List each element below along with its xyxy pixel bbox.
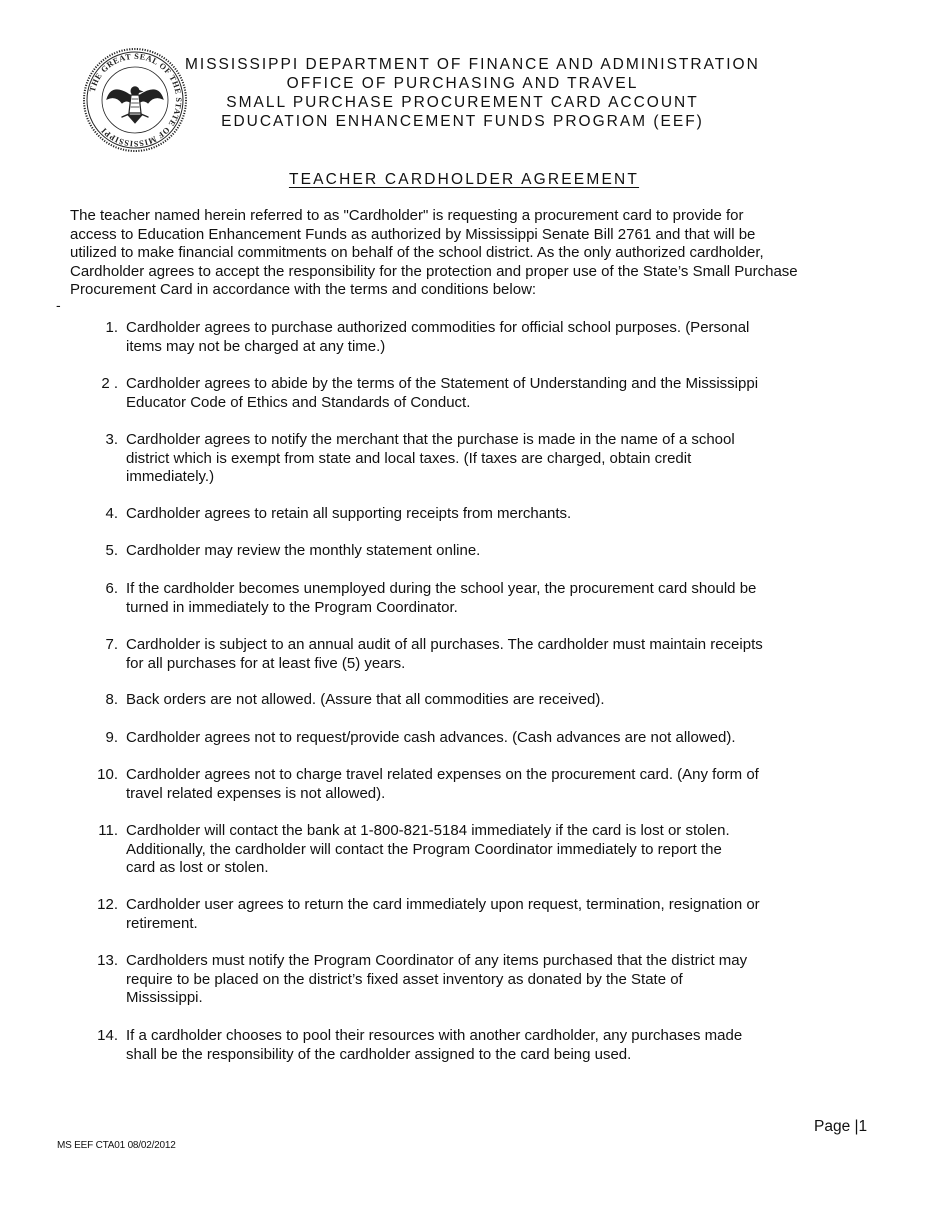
term-line: shall be the responsibility of the cardholder assigned to the card being used.	[126, 1045, 632, 1063]
term-line: for all purchases for at least five (5) years.	[126, 654, 406, 672]
term-line: Cardholder agrees not to request/provide cash advances. (Cash advances are not allowed).	[126, 729, 736, 746]
term-number: 9.	[105, 729, 118, 746]
term-line: require to be placed on the district’s fixed asset inventory as donated by the State of	[126, 970, 683, 988]
term-number: 11.	[98, 822, 118, 839]
term-item-10	[78, 766, 848, 803]
term-line: Cardholder user agrees to return the card immediately upon request, termination, resignation or	[126, 896, 760, 913]
term-line: district which is exempt from state and local taxes. (If taxes are charged, obtain credit	[126, 449, 692, 467]
term-item-2	[78, 375, 848, 412]
term-number: 8.	[105, 691, 118, 708]
agreement-title-container	[0, 171, 928, 189]
term-number: 5.	[105, 542, 118, 559]
term-number: 2 .	[101, 375, 118, 392]
header-program: EDUCATION ENHANCEMENT FUNDS PROGRAM (EEF)	[221, 113, 704, 130]
term-item-13	[78, 952, 848, 1008]
state-seal	[82, 47, 188, 153]
term-item-12	[78, 896, 848, 933]
term-line: Educator Code of Ethics and Standards of Conduct.	[126, 393, 471, 411]
intro-line: Cardholder agrees to accept the responsibility for the protection and proper use of the State’s Small Purchase	[70, 262, 798, 280]
term-item-8	[78, 691, 848, 710]
term-item-1	[78, 319, 848, 356]
term-line: Cardholder agrees not to charge travel related expenses on the procurement card. (Any form of	[126, 766, 759, 783]
term-number: 6.	[105, 580, 118, 597]
term-number: 7.	[105, 636, 118, 653]
term-line: card as lost or stolen.	[126, 859, 269, 877]
term-line: Additionally, the cardholder will contact the Program Coordinator immediately to report the	[126, 840, 722, 858]
document-header	[185, 55, 760, 131]
term-item-9	[78, 729, 848, 748]
intro-paragraph	[70, 207, 870, 300]
term-line: immediately.)	[126, 468, 215, 486]
term-line: Cardholder agrees to retain all supporting receipts from merchants.	[126, 505, 572, 522]
term-item-3	[78, 431, 848, 487]
term-line: Back orders are not allowed. (Assure that all commodities are received).	[126, 691, 605, 708]
intro-line: The teacher named herein referred to as "Cardholder" is requesting a procurement card to provide for	[70, 207, 744, 224]
header-agency: MISSISSIPPI DEPARTMENT OF FINANCE AND ADMINISTRATION	[185, 56, 760, 73]
agreement-title: TEACHER CARDHOLDER AGREEMENT	[288, 171, 640, 188]
term-number: 10.	[97, 766, 118, 783]
term-line: retirement.	[126, 914, 198, 932]
term-line: If the cardholder becomes unemployed during the school year, the procurement card should be	[126, 580, 757, 597]
term-number: 4.	[105, 505, 118, 522]
term-line: Cardholder will contact the bank at 1-800-821-5184 immediately if the card is lost or stolen.	[126, 822, 730, 839]
term-line: If a cardholder chooses to pool their resources with another cardholder, any purchases made	[126, 1027, 743, 1044]
intro-line: access to Education Enhancement Funds as authorized by Mississippi Senate Bill 2761 and that will be	[70, 225, 756, 243]
term-item-7	[78, 636, 848, 673]
term-line: Cardholder agrees to notify the merchant that the purchase is made in the name of a school	[126, 431, 735, 448]
term-number: 12.	[97, 896, 118, 913]
term-number: 14.	[97, 1027, 118, 1044]
intro-line: utilized to make financial commitments on behalf of the school district. As the only authorized cardholder,	[70, 244, 764, 262]
term-line: Cardholders must notify the Program Coordinator of any items purchased that the district may	[126, 952, 748, 969]
term-item-11	[78, 822, 848, 878]
term-item-6	[78, 580, 848, 617]
svg-text:THE GREAT SEAL OF THE STATE OF: THE GREAT SEAL OF THE STATE OF MISSISSIPPI	[87, 51, 184, 149]
term-line: travel related expenses is not allowed).	[126, 784, 386, 802]
term-item-14	[78, 1027, 848, 1064]
header-office: OFFICE OF PURCHASING AND TRAVEL	[286, 75, 639, 92]
term-number: 3.	[105, 431, 118, 448]
term-line: turned in immediately to the Program Coordinator.	[126, 598, 458, 616]
page-number: Page |1	[814, 1118, 868, 1135]
header-account: SMALL PURCHASE PROCUREMENT CARD ACCOUNT	[226, 94, 699, 111]
form-code: MS EEF CTA01 08/02/2012	[57, 1140, 176, 1151]
term-item-4	[78, 505, 848, 524]
term-line: Mississippi.	[126, 989, 203, 1007]
stray-dash: -	[56, 297, 61, 313]
term-line: Cardholder may review the monthly statement online.	[126, 542, 481, 559]
intro-line: Procurement Card in accordance with the terms and conditions below:	[70, 281, 537, 299]
term-number: 1.	[105, 319, 118, 336]
term-line: Cardholder agrees to abide by the terms of the Statement of Understanding and the Mississippi	[126, 375, 759, 392]
term-line: Cardholder agrees to purchase authorized commodities for official school purposes. (Personal	[126, 319, 750, 336]
term-item-5	[78, 542, 848, 561]
term-line: items may not be charged at any time.)	[126, 337, 386, 355]
term-line: Cardholder is subject to an annual audit of all purchases. The cardholder must maintain receipts	[126, 636, 763, 653]
term-number: 13.	[97, 952, 118, 969]
